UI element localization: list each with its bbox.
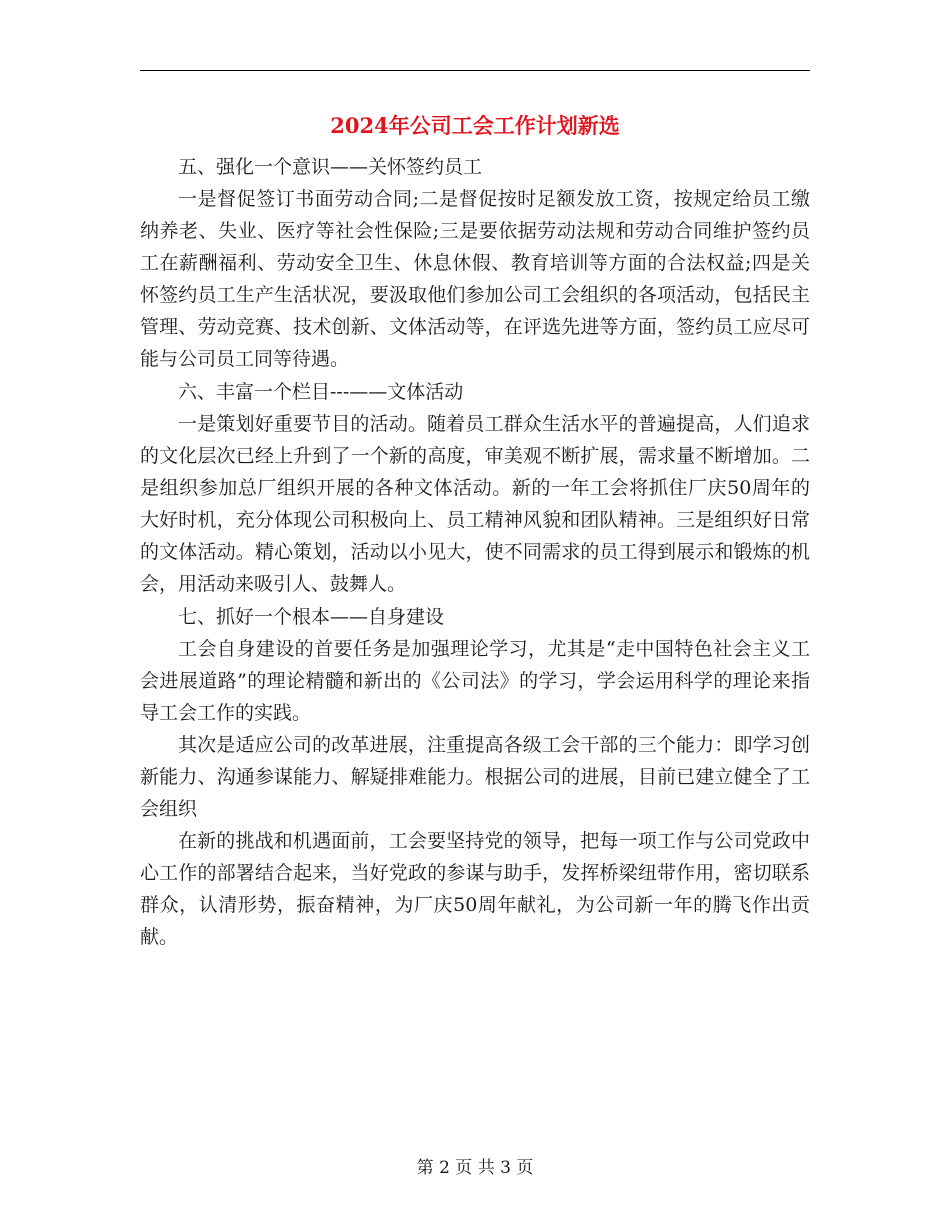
body-paragraph: 一是督促签订书面劳动合同;二是督促按时足额发放工资，按规定给员工缴纳养老、失业、医疗等社会性保险;三是要依据劳动法规和劳动合同维护签约员工在薪酬福利、劳动安全卫生、休息休假、教育培训等方面的合法权益;四是关怀签约员工生产生活状况，要汲取他们参加公司工会组织的各项活动，包括民主管理、劳动竞赛、技术创新、文体活动等，在评选先进等方面，签约员工应尽可能与公司员工同等待遇。 <box>140 188 810 370</box>
section-heading-5: 五、强化一个意识——关怀签约员工 <box>178 156 483 178</box>
page-number: 第 2 页 共 3 页 <box>416 1158 534 1178</box>
body-paragraph: 工会自身建设的首要任务是加强理论学习，尤其是“走中国特色社会主义工会进展道路”的理论精髓和新出的《公司法》的学习，学会运用科学的理论来指导工会工作的实践。 <box>140 638 810 724</box>
section-heading-6: 六、丰富一个栏目---——文体活动 <box>178 381 464 403</box>
section-heading-7: 七、抓好一个根本——自身建设 <box>178 606 445 628</box>
document-title: 2024年公司工会工作计划新选 <box>330 113 620 138</box>
document-body <box>140 150 810 953</box>
body-paragraph: 在新的挑战和机遇面前，工会要坚持党的领导，把每一项工作与公司党政中心工作的部署结合起来，当好党政的参谋与助手，发挥桥梁纽带作用，密切联系群众，认清形势，振奋精神，为厂庆50周年献礼，为公司新一年的腾飞作出贡献。 <box>140 830 810 948</box>
body-paragraph: 一是策划好重要节目的活动。随着员工群众生活水平的普遍提高，人们追求的文化层次已经上升到了一个新的高度，审美观不断扩展，需求量不断增加。二是组织参加总厂组织开展的各种文体活动。新的一年工会将抓住厂庆50周年的大好时机，充分体现公司积极向上、员工精神风貌和团队精神。三是组织好日常的文体活动。精心策划，活动以小见大，使不同需求的员工得到展示和锻炼的机会，用活动来吸引人、鼓舞人。 <box>140 413 810 595</box>
body-paragraph: 其次是适应公司的改革进展，注重提高各级工会干部的三个能力：即学习创新能力、沟通参谋能力、解疑排难能力。根据公司的进展，目前已建立健全了工会组织 <box>140 734 810 820</box>
header-rule <box>140 70 810 71</box>
